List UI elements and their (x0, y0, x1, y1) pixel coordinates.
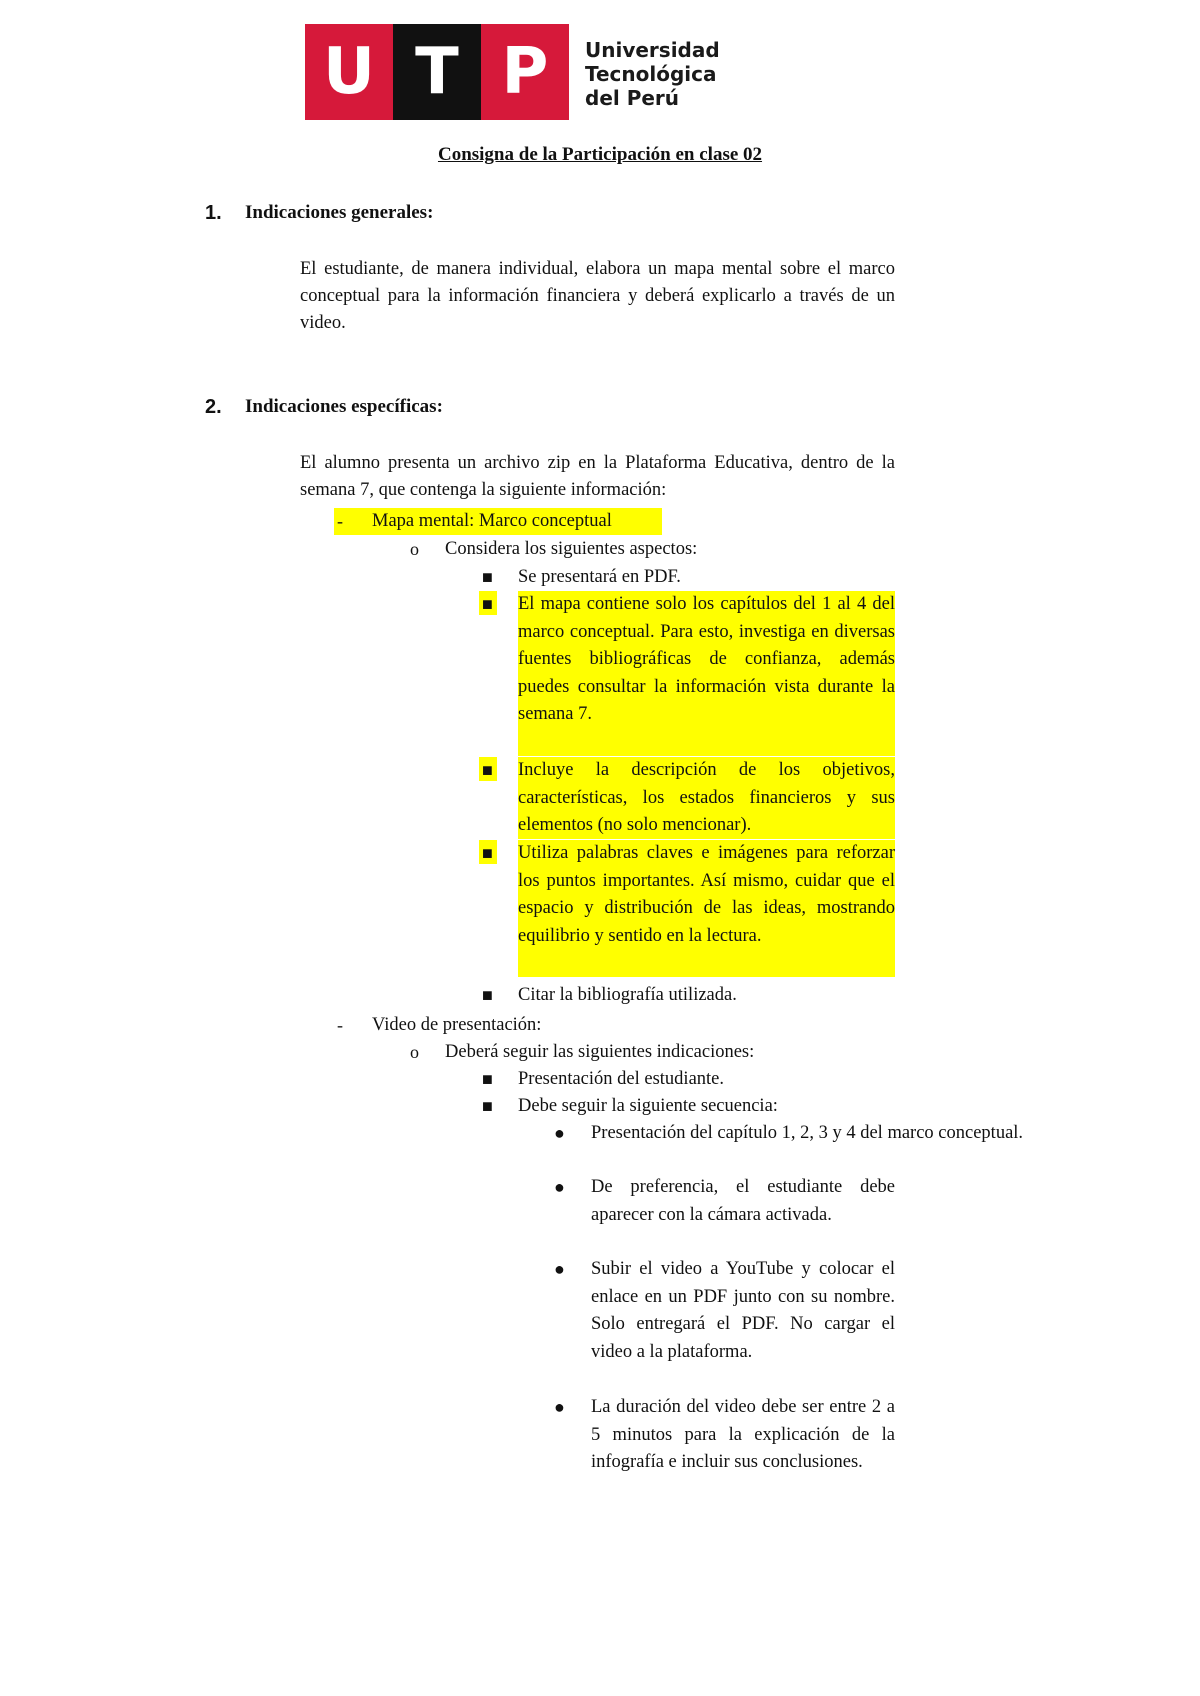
square-bullet: ■ (482, 1096, 493, 1116)
dash-bullet: - (337, 511, 343, 531)
square-bullet: ■ (482, 594, 493, 614)
video-sub: Deberá seguir las siguientes indicaciones: (445, 1042, 755, 1062)
list-item-text: La duración del video debe ser entre 2 a 5 minutos para la explicación de la infografía e incluir sus conclusiones. (591, 1397, 895, 1472)
logo-name-line: Universidad (585, 38, 720, 62)
dot-bullet: ● (554, 1177, 565, 1197)
utp-logo (305, 24, 720, 120)
list-item-text: Utiliza palabras claves e imágenes para reforzar los puntos importantes. Así mismo, cuidar que el espacio y distribución de las ideas, mostrando equilibrio y sentido en la lectura. (518, 843, 895, 946)
section-1-heading (205, 202, 433, 225)
section-number: 2. (205, 396, 222, 418)
mapa-label: Mapa mental: Marco conceptual (372, 511, 612, 531)
dash-bullet: - (337, 1015, 343, 1035)
list-item-text: Debe seguir la siguiente secuencia: (518, 1096, 778, 1116)
list-item-text: El mapa contiene solo los capítulos del 1 al 4 del marco conceptual. Para esto, investiga en diversas fuentes bibliográficas de confianza, además puedes consultar la información vista durante la semana 7. (518, 594, 895, 724)
square-bullet: ■ (482, 567, 493, 587)
list-item-text: Presentación del estudiante. (518, 1069, 725, 1089)
circle-bullet: o (410, 1042, 419, 1062)
logo-letter-u: U (305, 24, 393, 120)
mapa-sub: Considera los siguientes aspectos: (445, 539, 698, 559)
section-title: Indicaciones generales: (245, 202, 434, 223)
square-bullet: ■ (482, 985, 493, 1005)
dot-bullet: ● (554, 1259, 565, 1279)
section-1-paragraph: El estudiante, de manera individual, elabora un mapa mental sobre el marco conceptual para la información financiera y deberá explicarlo a través de un video. (300, 259, 895, 333)
logo-name-line: Tecnológica (585, 62, 717, 86)
logo-letter-t: T (393, 24, 481, 120)
list-item-text: Se presentará en PDF. (518, 567, 681, 587)
list-item-text: Citar la bibliografía utilizada. (518, 985, 737, 1005)
square-bullet: ■ (482, 760, 493, 780)
square-bullet: ■ (482, 1069, 493, 1089)
square-bullet: ■ (482, 843, 493, 863)
list-item-text: Subir el video a YouTube y colocar el enlace en un PDF junto con su nombre. Solo entregará el PDF. No cargar el video a la plataforma. (591, 1259, 895, 1362)
list-item-text: De preferencia, el estudiante debe aparecer con la cámara activada. (591, 1177, 895, 1225)
list-item-text: Incluye la descripción de los objetivos, características, los estados financieros y sus elementos (no solo mencionar). (518, 760, 895, 835)
list-item-text: Presentación del capítulo 1, 2, 3 y 4 del marco conceptual. (591, 1123, 1024, 1143)
dot-bullet: ● (554, 1123, 565, 1143)
section-title: Indicaciones específicas: (245, 396, 443, 417)
logo-university-name (585, 24, 720, 120)
dot-bullet: ● (554, 1397, 565, 1417)
circle-bullet: o (410, 539, 419, 559)
section-number: 1. (205, 202, 222, 224)
logo-letter-p: P (481, 24, 569, 120)
logo-name-line: del Perú (585, 86, 680, 110)
document-title: Consigna de la Participación en clase 02 (437, 144, 763, 165)
section-2-paragraph: El alumno presenta un archivo zip en la Plataforma Educativa, dentro de la semana 7, que contenga la siguiente información: (300, 453, 895, 500)
section-2-heading (205, 396, 443, 419)
video-label: Video de presentación: (372, 1015, 542, 1035)
